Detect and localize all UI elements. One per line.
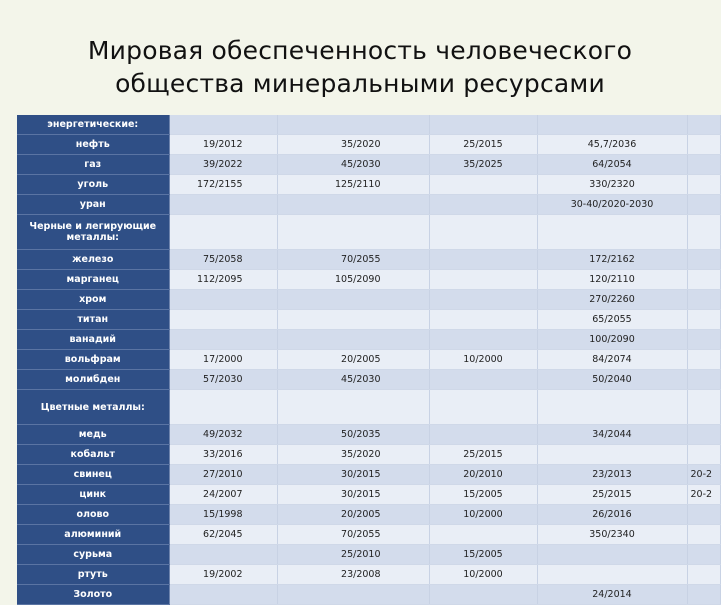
table-cell: 84/2074	[537, 350, 687, 370]
table-cell	[687, 195, 720, 215]
table-cell	[537, 115, 687, 135]
table-cell	[537, 390, 687, 425]
resource-name: молибден	[17, 370, 169, 390]
category-label: Черные и легирующие металлы:	[17, 215, 169, 250]
table-cell	[169, 290, 277, 310]
table-cell: 105/2090	[277, 270, 429, 290]
table-cell: 25/2015	[537, 485, 687, 505]
slide-title	[0, 34, 720, 100]
table-cell: 20/2005	[277, 505, 429, 525]
resource-name: алюминий	[17, 525, 169, 545]
table-row	[17, 310, 720, 330]
table-cell	[169, 330, 277, 350]
table-cell	[687, 175, 720, 195]
table-cell	[687, 505, 720, 525]
table-cell: 24/2007	[169, 485, 277, 505]
table-cell	[687, 350, 720, 370]
table-cell	[429, 270, 537, 290]
resource-name: марганец	[17, 270, 169, 290]
table-cell: 15/1998	[169, 505, 277, 525]
resource-name: сурьма	[17, 545, 169, 565]
table-cell	[429, 115, 537, 135]
table-cell	[277, 390, 429, 425]
table-cell	[687, 390, 720, 425]
table-cell	[687, 115, 720, 135]
table-cell: 39/2022	[169, 155, 277, 175]
table-cell: 25/2015	[429, 445, 537, 465]
table-cell	[277, 290, 429, 310]
resources-table	[17, 115, 721, 605]
table-cell: 49/2032	[169, 425, 277, 445]
table-cell: 172/2155	[169, 175, 277, 195]
table-cell: 172/2162	[537, 250, 687, 270]
table-row	[17, 585, 720, 605]
table-cell: 27/2010	[169, 465, 277, 485]
table-cell	[687, 445, 720, 465]
table-row	[17, 250, 720, 270]
table-body	[17, 115, 720, 605]
table-cell: 50/2040	[537, 370, 687, 390]
table-cell: 45,7/2036	[537, 135, 687, 155]
table-cell	[277, 215, 429, 250]
table-cell	[687, 250, 720, 270]
table-row	[17, 330, 720, 350]
table-cell: 100/2090	[537, 330, 687, 350]
table-cell	[429, 390, 537, 425]
resource-name: Золото	[17, 585, 169, 605]
table-cell: 24/2014	[537, 585, 687, 605]
table-row	[17, 290, 720, 310]
table-row	[17, 195, 720, 215]
table-row	[17, 445, 720, 465]
table-cell	[687, 155, 720, 175]
table-cell: 70/2055	[277, 250, 429, 270]
table-cell: 120/2110	[537, 270, 687, 290]
table-cell	[537, 565, 687, 585]
table-cell: 20/2005	[277, 350, 429, 370]
table-cell: 57/2030	[169, 370, 277, 390]
table-cell	[277, 330, 429, 350]
resource-name: нефть	[17, 135, 169, 155]
resource-name: цинк	[17, 485, 169, 505]
table-cell	[429, 215, 537, 250]
table-cell: 30/2015	[277, 465, 429, 485]
resource-name: уголь	[17, 175, 169, 195]
table-cell	[429, 370, 537, 390]
table-cell: 17/2000	[169, 350, 277, 370]
table-row	[17, 175, 720, 195]
table-cell	[687, 545, 720, 565]
table-cell	[429, 585, 537, 605]
table-cell	[429, 525, 537, 545]
table-cell: 125/2110	[277, 175, 429, 195]
table-cell: 34/2044	[537, 425, 687, 445]
table-cell: 75/2058	[169, 250, 277, 270]
table-cell: 20-2	[687, 485, 720, 505]
table-cell	[687, 215, 720, 250]
table-cell	[169, 585, 277, 605]
table-cell: 20/2010	[429, 465, 537, 485]
table-cell	[277, 585, 429, 605]
table-cell	[429, 195, 537, 215]
table-cell	[169, 115, 277, 135]
table-cell: 45/2030	[277, 370, 429, 390]
table-cell	[687, 135, 720, 155]
table-cell	[429, 310, 537, 330]
table-cell	[687, 330, 720, 350]
table-cell: 35/2020	[277, 135, 429, 155]
table-cell	[277, 195, 429, 215]
table-cell: 10/2000	[429, 505, 537, 525]
table-cell: 65/2055	[537, 310, 687, 330]
table-cell: 64/2054	[537, 155, 687, 175]
table-cell	[537, 545, 687, 565]
table-row	[17, 565, 720, 585]
table-cell: 270/2260	[537, 290, 687, 310]
table-cell: 70/2055	[277, 525, 429, 545]
table-cell: 50/2035	[277, 425, 429, 445]
table-cell	[429, 330, 537, 350]
table-row	[17, 505, 720, 525]
table-row	[17, 485, 720, 505]
table-cell: 30-40/2020-2030	[537, 195, 687, 215]
table-cell: 30/2015	[277, 485, 429, 505]
table-cell: 35/2025	[429, 155, 537, 175]
resource-name: титан	[17, 310, 169, 330]
table-cell	[169, 390, 277, 425]
table-row	[17, 525, 720, 545]
category-row	[17, 390, 720, 425]
table-cell: 350/2340	[537, 525, 687, 545]
table-cell	[277, 115, 429, 135]
resource-name: хром	[17, 290, 169, 310]
table-cell	[169, 215, 277, 250]
table-row	[17, 350, 720, 370]
resource-name: уран	[17, 195, 169, 215]
table-cell	[429, 425, 537, 445]
table-row	[17, 270, 720, 290]
resource-name: кобальт	[17, 445, 169, 465]
title-line-2: общества минеральными ресурсами	[115, 69, 605, 98]
table-cell: 330/2320	[537, 175, 687, 195]
table-row	[17, 370, 720, 390]
table-cell: 26/2016	[537, 505, 687, 525]
table-cell	[169, 545, 277, 565]
table-cell	[537, 445, 687, 465]
table-row	[17, 425, 720, 445]
resource-name: железо	[17, 250, 169, 270]
table-cell: 62/2045	[169, 525, 277, 545]
table-cell: 45/2030	[277, 155, 429, 175]
table-cell: 23/2008	[277, 565, 429, 585]
table-row	[17, 135, 720, 155]
resource-name: ванадий	[17, 330, 169, 350]
table-cell: 20-2	[687, 465, 720, 485]
title-line-1: Мировая обеспеченность человеческого	[87, 36, 633, 65]
table-cell	[687, 310, 720, 330]
category-row	[17, 115, 720, 135]
table-cell: 25/2010	[277, 545, 429, 565]
table-cell	[687, 270, 720, 290]
table-cell	[277, 310, 429, 330]
table-cell	[687, 565, 720, 585]
table-row	[17, 155, 720, 175]
table-cell	[687, 585, 720, 605]
table-cell	[687, 370, 720, 390]
table-cell	[429, 175, 537, 195]
table-cell: 15/2005	[429, 545, 537, 565]
resource-name: вольфрам	[17, 350, 169, 370]
table-cell	[687, 290, 720, 310]
table-cell: 112/2095	[169, 270, 277, 290]
table-cell	[687, 425, 720, 445]
table-cell	[169, 310, 277, 330]
table-cell: 10/2000	[429, 565, 537, 585]
table-cell: 33/2016	[169, 445, 277, 465]
table-cell	[429, 290, 537, 310]
table-cell: 25/2015	[429, 135, 537, 155]
resource-name: ртуть	[17, 565, 169, 585]
table-cell: 35/2020	[277, 445, 429, 465]
resource-name: олово	[17, 505, 169, 525]
table-cell: 19/2002	[169, 565, 277, 585]
table-row	[17, 465, 720, 485]
table-cell: 10/2000	[429, 350, 537, 370]
table-cell	[537, 215, 687, 250]
table-cell	[169, 195, 277, 215]
resource-name: медь	[17, 425, 169, 445]
table-row	[17, 545, 720, 565]
table-cell: 23/2013	[537, 465, 687, 485]
table-cell: 19/2012	[169, 135, 277, 155]
resource-name: газ	[17, 155, 169, 175]
resources-table-image	[17, 115, 720, 600]
category-label: энергетические:	[17, 115, 169, 135]
table-cell	[687, 525, 720, 545]
table-cell: 15/2005	[429, 485, 537, 505]
category-label: Цветные металлы:	[17, 390, 169, 425]
table-cell	[429, 250, 537, 270]
resource-name: свинец	[17, 465, 169, 485]
category-row	[17, 215, 720, 250]
